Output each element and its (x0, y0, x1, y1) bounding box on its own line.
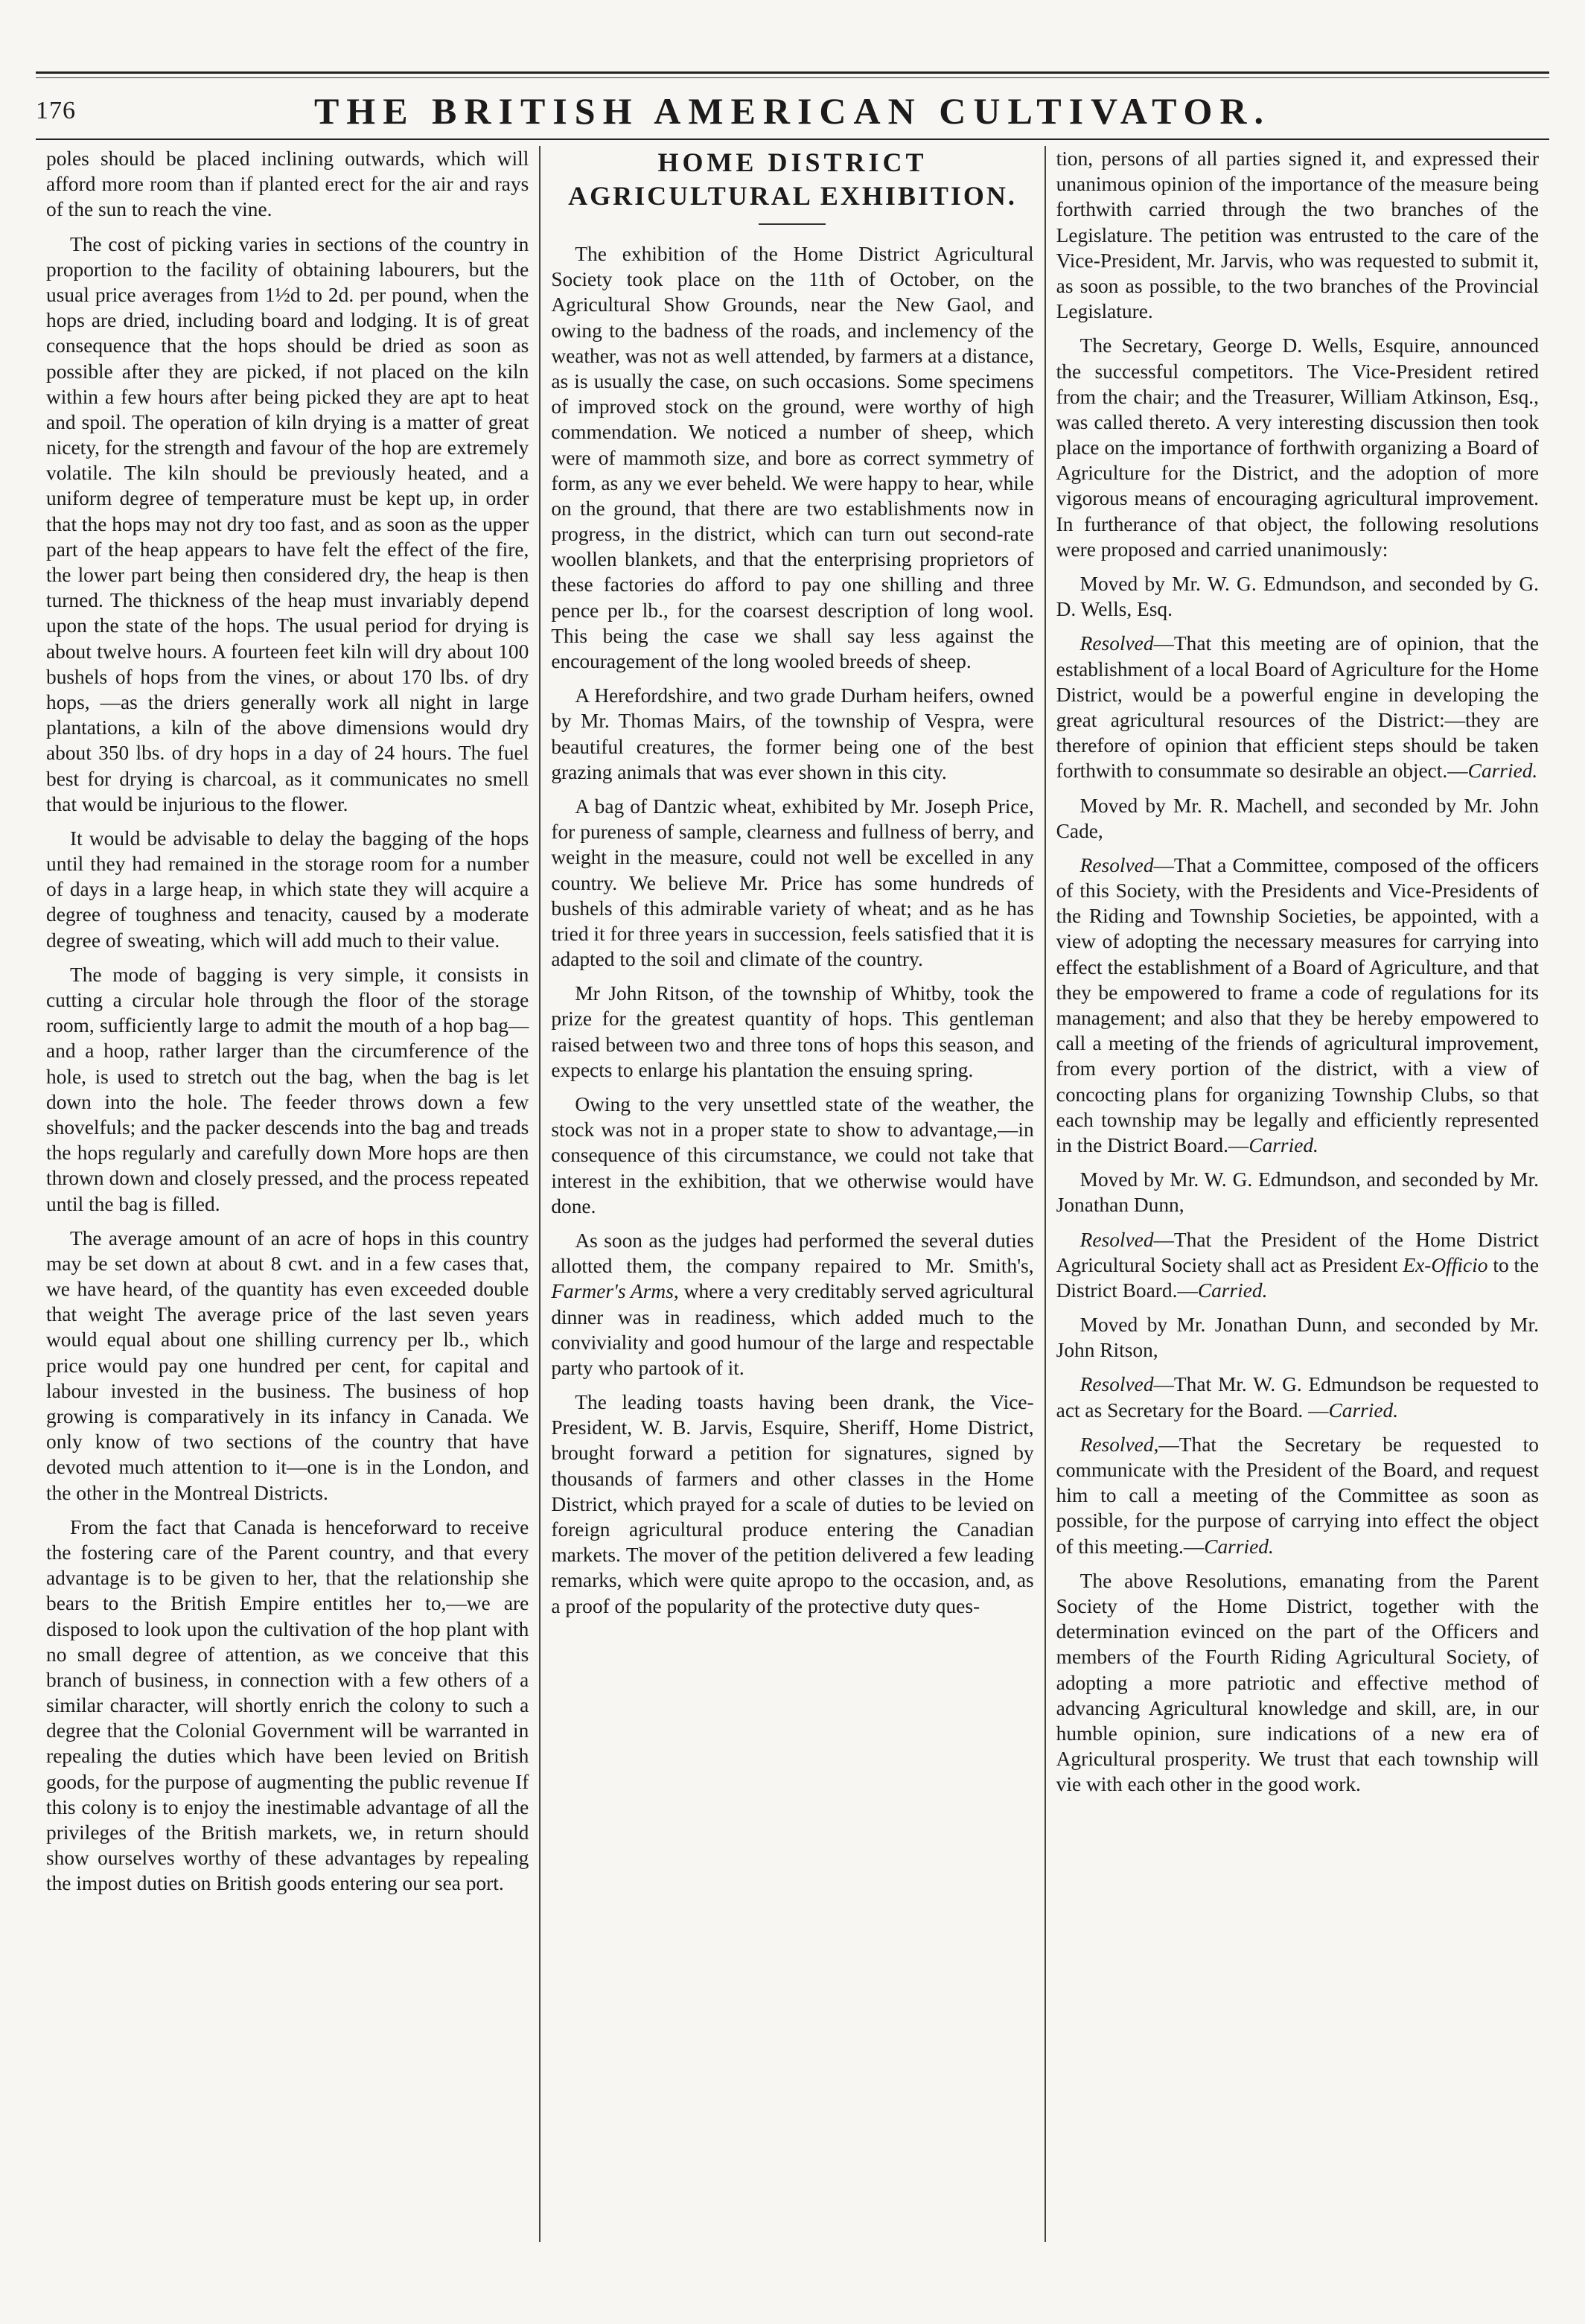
carried-label: Carried. (1248, 1133, 1318, 1156)
column-2 (539, 146, 1044, 2242)
text-run: —That this meeting are of opinion, that the establishment of a local Board of Agriculture for the Home District, would be a powerful engine in developing the great agricultural resources of the District:—they are therefore of opinion that efficient steps should be taken forthwith to consummate so desirable an object.— (1056, 632, 1539, 783)
text-run: —That Mr. W. G. Edmundson be requested to act as Secretary for the Board. — (1056, 1373, 1539, 1422)
paragraph: Owing to the very unsettled state of the weather, the stock was not in a proper state to show to advantage,—in consequence of this circumstance, we could not take that interest in the exhibition, that we otherwise would have done. (551, 1093, 1034, 1217)
masthead-title: THE BRITISH AMERICAN CULTIVATOR. (313, 90, 1272, 132)
text-run: , where a very creditably served agricultural dinner was in readiness, which added much to the conviviality and good humour of the large and respectable party who partook of it. (551, 1280, 1034, 1379)
text-run: —That the Secretary be requested to communicate with the President of the Board, and request him to call a meeting of the Committee as soon as possible, for the purpose of carrying into effect the object of this meeting.— (1056, 1433, 1539, 1558)
section-title-line1: HOME DISTRICT (657, 147, 928, 177)
text-run: —That the President of the Home District Agricultural Society shall act as President (1056, 1228, 1539, 1276)
motion: Moved by Mr. W. G. Edmundson, and seconded by G. D. Wells, Esq. (1056, 573, 1539, 621)
motion: Moved by Mr. W. G. Edmundson, and seconded by Mr. Jonathan Dunn, (1056, 1168, 1539, 1217)
resolved-label: Resolved (1079, 853, 1154, 876)
text-run: to the District Board.— (1056, 1253, 1539, 1302)
ex-officio: Ex-Officio (1403, 1253, 1488, 1276)
carried-label: Carried. (1467, 760, 1538, 783)
resolution (1056, 631, 1539, 783)
header-rule (36, 139, 1549, 140)
resolution (1056, 1432, 1539, 1559)
paragraph: tion, persons of all parties signed it, and expressed their unanimous opinion of the importance of the measure being forthwith carried through the two branches of the Legislature. The petition was entrusted to the care of the Vice-President, Mr. Jarvis, who was requested to submit it, as soon as possible, to the two branches of the Provincial Legislature. (1056, 147, 1539, 323)
paragraph: A bag of Dantzic wheat, exhibited by Mr. Joseph Price, for pureness of sample, clearness and fullness of berry, and weight in the measure, could not well be excelled in any country. We believe Mr. Price has some hundreds of bushels of this admirable variety of wheat; and as he has tried it for three years in succession, feels satisfied that it is adapted to the soil and climate of the country. (551, 795, 1034, 971)
top-rule (36, 71, 1549, 74)
page-number: 176 (36, 97, 76, 124)
page-header (36, 85, 1549, 137)
carried-label: Carried. (1204, 1535, 1274, 1558)
text-run: As soon as the judges had performed the several duties allotted them, the company repaired to Mr. Smith's, (551, 1229, 1034, 1278)
paragraph: The average amount of an acre of hops in this country may be set down at about 8 cwt. and in a few cases that, we have heard, of the quantity has even exceeded double that weight The average price of the last seven years would equal about one shilling currency per lb., which price would pay one hundred per cent, for capital and labour invested in the business. The business of hop growing is comparatively in its infancy in Canada. We only know of two sections of the country that have devoted much attention to it—one is in the London, and the other in the Montreal Districts. (46, 1226, 529, 1504)
column-3 (1045, 146, 1549, 2242)
paragraph: poles should be placed inclining outwards, which will afford more room than if planted erect for the air and rays of the sun to reach the vine. (46, 147, 529, 221)
resolved-label: Resolved (1079, 632, 1154, 655)
resolution (1056, 1227, 1539, 1304)
motion: Moved by Mr. Jonathan Dunn, and seconded by Mr. John Ritson, (1056, 1314, 1539, 1362)
paragraph: The cost of picking varies in sections of the country in proportion to the facility of obtaining labourers, but the usual price averages from 1½d to 2d. per pound, when the hops are dried, including board and lodging. It is of great consequence that the hops should be dried as soon as possible after they are picked, if not placed on the kiln within a few hours after being picked they are apt to heat and spoil. The operation of kiln drying is a matter of great nicety, for the strength and favour of the hop are extremely volatile. The kiln should be previously heated, and a uniform degree of temperature must be kept up, in order that the hops may not dry too fast, and as soon as the upper part of the heap appears to have felt the effect of the fire, the lower part being then considered dry, the heap is then turned. The thickness of the heap must invariably depend upon the state of the hops. The usual period for drying is about twelve hours. A fourteen feet kiln will dry about 100 bushels of hops from the vines, or about 170 lbs. of dry hops, —as the driers generally work all night in large plantations, a kiln of the above dimensions would dry about 350 lbs. of dry hops in a day of 24 hours. The fuel best for drying is charcoal, as it communicates no smell that would be injurious to the flower. (46, 232, 529, 815)
carried-label: Carried. (1197, 1279, 1268, 1302)
paragraph: The above Resolutions, emanating from the Parent Society of the Home District, together with the determination evinced on the part of the Officers and members of the Fourth Riding Agricultural Society, of adopting a more patriotic and effective method of advancing Agricultural knowledge and skill, are, in our humble opinion, sure indications of a new era of Agricultural prosperity. We trust that each township will vie with each other in the good work. (1056, 1569, 1539, 1796)
resolved-label: Resolved, (1079, 1433, 1159, 1456)
paragraph: From the fact that Canada is henceforward to receive the fostering care of the Parent country, and that every advantage is to be given to her, that the relationship she bears to the British Empire entitles her to,—we are disposed to look upon the cultivation of the hop plant with no small degree of attention, as we conceive that this branch of business, in connection with a few others of a similar character, will shortly enrich the colony to such a degree that the Colonial Government will be warranted in repealing the duties which have been levied on British goods, for the purpose of augmenting the public revenue If this colony is to enjoy the inestimable advantage of all the privileges of the British markets, we, in return should show ourselves worthy of these advantages by repealing the impost duties on British goods entering our sea port. (46, 1515, 529, 1895)
title-divider (759, 223, 826, 225)
paragraph: Mr John Ritson, of the township of Whitby, took the prize for the greatest quantity of hops. This gentleman raised between two and three tons of hops this season, and expects to enlarge his plantation the ensuing spring. (551, 982, 1034, 1081)
resolved-label: Resolved (1079, 1373, 1154, 1396)
section-title-line2: AGRICULTURAL EXHIBITION. (568, 181, 1017, 211)
resolution (1056, 853, 1539, 1158)
carried-label: Carried. (1328, 1398, 1399, 1422)
paragraph: The mode of bagging is very simple, it consists in cutting a circular hole through the floor of the storage room, sufficiently large to admit the mouth of a hop bag—and a hoop, rather larger than the circumference of the hole, is used to stretch out the bag, when the bag is let down into the hole. The feeder throws down a few shovelfuls; and the packer descends into the bag and treads the hops regularly and carefully down More hops are then thrown down and closely pressed, and the process repeated until the bag is filled. (46, 963, 529, 1215)
article-columns (36, 146, 1549, 2242)
top-rule-thin (36, 77, 1549, 78)
paragraph: It would be advisable to delay the bagging of the hops until they had remained in the storage room for a number of days in a large heap, in which state they will acquire a degree of toughness and tenacity, caused by a moderate degree of sweating, which will add much to their value. (46, 827, 529, 952)
paragraph (551, 1228, 1033, 1381)
inn-name: Farmer's Arms (551, 1280, 674, 1303)
text-run: —That a Committee, composed of the officers of this Society, with the Presidents and Vice-Presidents of the Riding and Township Societies, be appointed, with a view of adopting the necessary measures for carrying into effect the establishment of a Board of Agriculture, and that they be empowered to frame a code of regulations for its management; and also that they be hereby empowered to call a meeting of the friends of agricultural improvement, from every portion of the district, with a view of concocting plans for organizing Township Clubs, so that each township may be legally and efficiently represented in the District Board.— (1056, 853, 1539, 1156)
paragraph: The exhibition of the Home District Agricultural Society took place on the 11th of October, on the Agricultural Show Grounds, near the New Gaol, and owing to the badness of the roads, and inclemency of the weather, was not as well attended, by farmers at a distance, as is usually the case, on such occasions. Some specimens of improved stock on the ground, were worthy of high commendation. We noticed a number of sheep, which were of mammoth size, and bore as correct symmetry of form, as any we ever beheld. We were happy to hear, while on the ground, that there are two establishments now in progress, in the district, which can turn out second-rate woollen blankets, and that the enterprising proprietors of these factories do afford to pay one shilling and three pence per lb., for the coarsest description of long wool. This being the case we shall say less against the encouragement of the long wooled breeds of sheep. (551, 243, 1034, 672)
paragraph: The Secretary, George D. Wells, Esquire, announced the successful competitors. The Vice-President retired from the chair; and the Treasurer, William Atkinson, Esq., was called thereto. A very interesting discussion then took place on the importance of forthwith organizing a Board of Agriculture for the District, and the adoption of more vigorous means of encouraging agricultural improvement. In furtherance of that object, the following resolutions were proposed and carried unanimously: (1056, 334, 1539, 561)
column-1 (36, 146, 539, 2242)
paragraph: A Herefordshire, and two grade Durham heifers, owned by Mr. Thomas Mairs, of the township of Vespra, were beautiful creatures, the former being one of the best grazing animals that was ever shown in this city. (551, 684, 1034, 783)
motion: Moved by Mr. R. Machell, and seconded by Mr. John Cade, (1056, 794, 1539, 842)
resolved-label: Resolved (1079, 1228, 1154, 1251)
paragraph: The leading toasts having been drank, the Vice-President, W. B. Jarvis, Esquire, Sheriff, Home District, brought forward a petition for signatures, signed by thousands of farmers and other classes in the Home District, which prayed for a scale of duties to be levied on foreign agricultural produce entering the Canadian markets. The mover of the petition delivered a few leading remarks, which were quite apropo to the occasion, and, as a proof of the popularity of the protective duty ques- (551, 1391, 1034, 1617)
resolution (1056, 1372, 1539, 1422)
